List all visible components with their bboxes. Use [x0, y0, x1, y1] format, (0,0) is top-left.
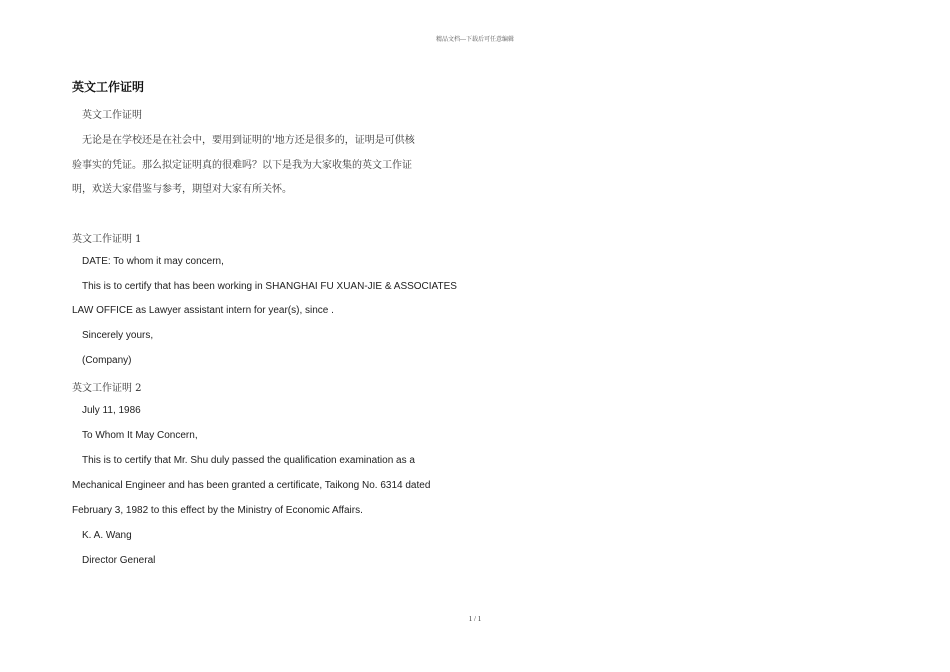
intro-line-1: 无论是在学校还是在社会中，要用到证明的'地方还是很多的，证明是可供核 — [82, 135, 415, 146]
section-2-signer-name: K. A. Wang — [82, 530, 132, 541]
intro-subtitle: 英文工作证明 — [82, 110, 142, 121]
section-2-body-line-2: Mechanical Engineer and has been granted a certificate, Taikong No. 6314 dated — [72, 480, 431, 491]
section-1-date-line: DATE: To whom it may concern, — [82, 256, 224, 267]
section-2-body-line-3: February 3, 1982 to this effect by the Ministry of Economic Affairs. — [72, 505, 363, 516]
section-1-signature: (Company) — [82, 355, 132, 366]
section-1-body-line-1: This is to certify that has been working in SHANGHAI FU XUAN-JIE & ASSOCIATES — [82, 281, 457, 292]
page-header: 精品文档---下载后可任意编辑 — [435, 36, 515, 43]
page-indicator: 1 / 1 — [468, 615, 482, 623]
intro-line-2: 验事实的凭证。那么拟定证明真的很难吗？以下是我为大家收集的英文工作证 — [72, 160, 412, 171]
section-2-salutation: To Whom It May Concern, — [82, 430, 198, 441]
section-1-closing: Sincerely yours, — [82, 330, 154, 341]
intro-line-3: 明，欢送大家借鉴与参考，期望对大家有所关怀。 — [72, 184, 292, 195]
section-1-heading: 英文工作证明 1 — [72, 234, 142, 245]
section-2-signer-title: Director General — [82, 555, 156, 566]
section-1-body-line-2: LAW OFFICE as Lawyer assistant intern for year(s), since . — [72, 305, 334, 316]
section-2-body-line-1: This is to certify that Mr. Shu duly passed the qualification examination as a — [82, 455, 415, 466]
section-2-heading: 英文工作证明 2 — [72, 383, 142, 394]
section-2-date: July 11, 1986 — [82, 405, 141, 416]
document-title: 英文工作证明 — [72, 80, 145, 94]
